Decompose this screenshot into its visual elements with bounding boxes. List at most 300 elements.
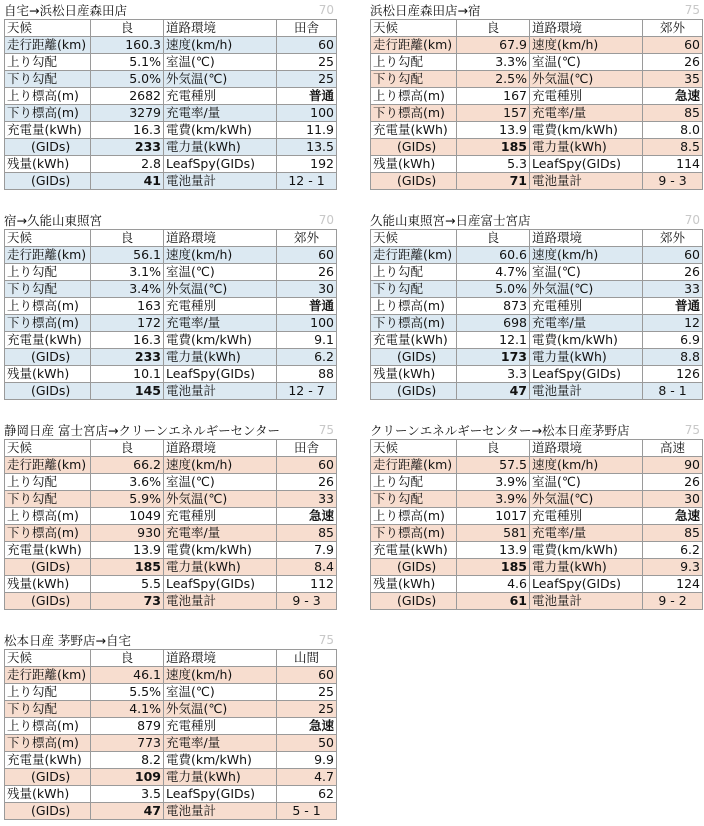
row-label-charge_type: 充電種別	[164, 508, 277, 525]
row-label-room_temp: 室温(℃)	[164, 684, 277, 701]
row-label-out_temp: 外気温(℃)	[164, 281, 277, 298]
value-charge_gids: 233	[91, 139, 164, 156]
value-efficiency: 9.9	[277, 752, 337, 769]
row-label-distance: 走行距離(km)	[371, 37, 457, 54]
row-label-efficiency: 電費(km/kWh)	[164, 332, 277, 349]
table-row	[5, 735, 337, 752]
row-label-power: 電力量(kWh)	[164, 769, 277, 786]
row-label-distance: 走行距離(km)	[5, 457, 91, 474]
row-label-up_elev: 上り標高(m)	[5, 508, 91, 525]
route-title: 松本日産 茅野店→自宅	[4, 633, 131, 648]
value-remain_kwh: 5.3	[457, 156, 530, 173]
row-label-power: 電力量(kWh)	[164, 349, 277, 366]
value-remain_kwh: 10.1	[91, 366, 164, 383]
table-row	[5, 366, 337, 383]
row-label-leafspy: LeafSpy(GIDs)	[164, 366, 277, 383]
row-label-weather: 天候	[371, 230, 457, 247]
value-charge_kwh: 13.9	[91, 542, 164, 559]
row-label-up_grade: 上り勾配	[371, 474, 457, 491]
row-label-speed: 速度(km/h)	[164, 247, 277, 264]
value-down_elev: 581	[457, 525, 530, 542]
value-charge_type: 普通	[277, 298, 337, 315]
row-label-distance: 走行距離(km)	[371, 247, 457, 264]
table-row	[5, 457, 337, 474]
table-row	[371, 383, 703, 400]
table-row	[5, 474, 337, 491]
table-row	[371, 54, 703, 71]
value-charge_rate: 12	[643, 315, 703, 332]
value-down_elev: 172	[91, 315, 164, 332]
table-row	[5, 383, 337, 400]
value-power: 8.4	[277, 559, 337, 576]
row-label-charge_rate: 充電率/量	[530, 315, 643, 332]
table-row	[5, 139, 337, 156]
row-label-out_temp: 外気温(℃)	[530, 281, 643, 298]
row-label-distance: 走行距離(km)	[371, 457, 457, 474]
value-meter: 8 - 1	[643, 383, 703, 400]
card-title	[370, 422, 702, 439]
table-row	[5, 803, 337, 820]
row-label-room_temp: 室温(℃)	[164, 474, 277, 491]
value-charge_gids: 173	[457, 349, 530, 366]
row-label-charge_rate: 充電率/量	[530, 525, 643, 542]
value-leafspy: 124	[643, 576, 703, 593]
value-up_grade: 5.1%	[91, 54, 164, 71]
table-row	[5, 173, 337, 190]
value-room_temp: 26	[643, 264, 703, 281]
value-efficiency: 9.1	[277, 332, 337, 349]
value-remain_gids: 71	[457, 173, 530, 190]
row-label-meter: 電池量計	[164, 173, 277, 190]
value-speed: 60	[277, 457, 337, 474]
value-up_elev: 1049	[91, 508, 164, 525]
table-row	[371, 105, 703, 122]
row-label-leafspy: LeafSpy(GIDs)	[164, 786, 277, 803]
table-row	[371, 559, 703, 576]
value-leafspy: 88	[277, 366, 337, 383]
row-label-room_temp: 室温(℃)	[530, 264, 643, 281]
table-row	[371, 88, 703, 105]
row-label-up_elev: 上り標高(m)	[371, 508, 457, 525]
row-label-meter: 電池量計	[530, 593, 643, 610]
value-charge_type: 普通	[643, 298, 703, 315]
trip-table	[4, 649, 337, 820]
value-leafspy: 62	[277, 786, 337, 803]
row-label-speed: 速度(km/h)	[164, 457, 277, 474]
row-label-down_grade: 下り勾配	[5, 71, 91, 88]
card-title	[4, 212, 336, 229]
value-down_grade: 5.0%	[457, 281, 530, 298]
row-label-efficiency: 電費(km/kWh)	[530, 542, 643, 559]
value-distance: 46.1	[91, 667, 164, 684]
table-row	[371, 576, 703, 593]
table-row	[5, 230, 337, 247]
value-up_elev: 873	[457, 298, 530, 315]
row-label-up_grade: 上り勾配	[5, 684, 91, 701]
card-title	[4, 632, 336, 649]
card-title	[370, 212, 702, 229]
row-label-remain_kwh: 残量(kWh)	[5, 576, 91, 593]
trip-card	[4, 632, 336, 820]
row-label-charge_kwh: 充電量(kWh)	[371, 542, 457, 559]
row-label-charge_type: 充電種別	[530, 88, 643, 105]
row-label-gids: (GIDs)	[5, 383, 91, 400]
value-room_temp: 26	[277, 474, 337, 491]
value-weather: 良	[91, 440, 164, 457]
table-row	[371, 247, 703, 264]
table-row	[371, 491, 703, 508]
route-title: 浜松日産森田店→宿	[370, 3, 481, 18]
table-row	[371, 508, 703, 525]
row-label-distance: 走行距離(km)	[5, 37, 91, 54]
row-label-charge_kwh: 充電量(kWh)	[5, 752, 91, 769]
value-room_temp: 25	[277, 684, 337, 701]
row-label-out_temp: 外気温(℃)	[164, 701, 277, 718]
row-label-charge_rate: 充電率/量	[164, 525, 277, 542]
trip-table	[4, 439, 337, 610]
value-down_grade: 4.1%	[91, 701, 164, 718]
table-row	[371, 139, 703, 156]
value-remain_gids: 61	[457, 593, 530, 610]
value-efficiency: 7.9	[277, 542, 337, 559]
value-charge_rate: 100	[277, 105, 337, 122]
row-label-down_elev: 下り標高(m)	[5, 735, 91, 752]
row-label-charge_type: 充電種別	[164, 718, 277, 735]
table-row	[371, 71, 703, 88]
route-title: クリーンエネルギーセンター→松本日産茅野店	[370, 423, 630, 438]
value-leafspy: 126	[643, 366, 703, 383]
trip-table	[370, 439, 703, 610]
row-label-charge_type: 充電種別	[164, 88, 277, 105]
row-label-efficiency: 電費(km/kWh)	[164, 752, 277, 769]
table-row	[5, 71, 337, 88]
row-label-out_temp: 外気温(℃)	[530, 71, 643, 88]
value-down_grade: 5.0%	[91, 71, 164, 88]
table-row	[371, 315, 703, 332]
value-speed: 60	[277, 37, 337, 54]
table-row	[371, 440, 703, 457]
row-label-charge_type: 充電種別	[164, 298, 277, 315]
row-label-weather: 天候	[5, 440, 91, 457]
table-row	[5, 281, 337, 298]
value-road: 山間	[277, 650, 337, 667]
value-charge_rate: 50	[277, 735, 337, 752]
value-efficiency: 11.9	[277, 122, 337, 139]
row-label-power: 電力量(kWh)	[164, 139, 277, 156]
value-efficiency: 6.2	[643, 542, 703, 559]
value-power: 8.5	[643, 139, 703, 156]
value-down_elev: 3279	[91, 105, 164, 122]
trip-card	[4, 2, 336, 190]
row-label-charge_kwh: 充電量(kWh)	[5, 332, 91, 349]
value-meter: 5 - 1	[277, 803, 337, 820]
card-title	[4, 2, 336, 19]
row-label-up_elev: 上り標高(m)	[371, 298, 457, 315]
row-label-remain_kwh: 残量(kWh)	[371, 156, 457, 173]
table-row	[371, 281, 703, 298]
table-row	[5, 701, 337, 718]
value-remain_gids: 41	[91, 173, 164, 190]
row-label-up_grade: 上り勾配	[5, 54, 91, 71]
value-remain_gids: 47	[91, 803, 164, 820]
value-speed: 90	[643, 457, 703, 474]
row-label-road: 道路環境	[530, 20, 643, 37]
value-distance: 67.9	[457, 37, 530, 54]
row-label-remain_kwh: 残量(kWh)	[5, 366, 91, 383]
value-power: 13.5	[277, 139, 337, 156]
row-label-charge_rate: 充電率/量	[164, 735, 277, 752]
value-out_temp: 25	[277, 701, 337, 718]
row-label-weather: 天候	[5, 20, 91, 37]
row-label-down_grade: 下り勾配	[371, 491, 457, 508]
value-out_temp: 35	[643, 71, 703, 88]
row-label-charge_rate: 充電率/量	[530, 105, 643, 122]
row-label-speed: 速度(km/h)	[530, 37, 643, 54]
row-label-charge_type: 充電種別	[530, 508, 643, 525]
row-label-up_grade: 上り勾配	[5, 264, 91, 281]
value-down_elev: 698	[457, 315, 530, 332]
row-label-road: 道路環境	[530, 440, 643, 457]
row-label-out_temp: 外気温(℃)	[164, 491, 277, 508]
table-row	[5, 54, 337, 71]
value-up_elev: 879	[91, 718, 164, 735]
value-up_elev: 163	[91, 298, 164, 315]
row-label-gids: (GIDs)	[5, 593, 91, 610]
value-down_grade: 2.5%	[457, 71, 530, 88]
row-label-down_grade: 下り勾配	[5, 491, 91, 508]
row-label-road: 道路環境	[164, 440, 277, 457]
value-road: 高速	[643, 440, 703, 457]
trip-table	[370, 229, 703, 400]
value-meter: 9 - 3	[643, 173, 703, 190]
value-charge_kwh: 16.3	[91, 332, 164, 349]
card-title	[370, 2, 702, 19]
value-charge_rate: 100	[277, 315, 337, 332]
trip-card	[4, 212, 336, 400]
value-up_elev: 1017	[457, 508, 530, 525]
row-label-room_temp: 室温(℃)	[164, 264, 277, 281]
card-number: 75	[684, 3, 700, 17]
row-label-distance: 走行距離(km)	[5, 667, 91, 684]
card-number: 70	[318, 213, 334, 227]
row-label-up_grade: 上り勾配	[371, 264, 457, 281]
value-weather: 良	[457, 440, 530, 457]
table-row	[5, 525, 337, 542]
value-out_temp: 30	[643, 491, 703, 508]
route-title: 宿→久能山東照宮	[4, 213, 102, 228]
table-row	[5, 264, 337, 281]
value-charge_kwh: 13.9	[457, 122, 530, 139]
table-row	[5, 349, 337, 366]
value-leafspy: 192	[277, 156, 337, 173]
value-speed: 60	[643, 37, 703, 54]
value-charge_kwh: 8.2	[91, 752, 164, 769]
value-charge_gids: 185	[457, 139, 530, 156]
value-remain_gids: 47	[457, 383, 530, 400]
table-row	[5, 332, 337, 349]
table-row	[5, 508, 337, 525]
value-remain_kwh: 3.3	[457, 366, 530, 383]
table-row	[5, 105, 337, 122]
row-label-meter: 電池量計	[530, 383, 643, 400]
value-road: 田舎	[277, 440, 337, 457]
value-meter: 12 - 7	[277, 383, 337, 400]
table-row	[5, 542, 337, 559]
row-label-up_grade: 上り勾配	[5, 474, 91, 491]
route-title: 久能山東照宮→日産富士宮店	[370, 213, 531, 228]
value-remain_kwh: 3.5	[91, 786, 164, 803]
card-number: 75	[318, 423, 334, 437]
value-meter: 12 - 1	[277, 173, 337, 190]
row-label-speed: 速度(km/h)	[530, 247, 643, 264]
value-down_grade: 5.9%	[91, 491, 164, 508]
value-speed: 60	[277, 667, 337, 684]
row-label-room_temp: 室温(℃)	[530, 54, 643, 71]
value-charge_kwh: 13.9	[457, 542, 530, 559]
value-distance: 57.5	[457, 457, 530, 474]
value-charge_type: 急速	[277, 718, 337, 735]
value-road: 郊外	[643, 230, 703, 247]
table-row	[5, 576, 337, 593]
table-row	[371, 20, 703, 37]
row-label-meter: 電池量計	[164, 383, 277, 400]
table-row	[5, 786, 337, 803]
row-label-meter: 電池量計	[530, 173, 643, 190]
value-down_grade: 3.4%	[91, 281, 164, 298]
row-label-charge_rate: 充電率/量	[164, 105, 277, 122]
value-weather: 良	[457, 230, 530, 247]
row-label-speed: 速度(km/h)	[530, 457, 643, 474]
row-label-gids: (GIDs)	[371, 139, 457, 156]
table-row	[371, 156, 703, 173]
row-label-road: 道路環境	[164, 650, 277, 667]
table-row	[371, 298, 703, 315]
value-efficiency: 6.9	[643, 332, 703, 349]
row-label-down_elev: 下り標高(m)	[5, 105, 91, 122]
trip-card	[4, 422, 336, 610]
value-out_temp: 30	[277, 281, 337, 298]
trip-table	[4, 229, 337, 400]
route-title: 静岡日産 富士宮店→クリーンエネルギーセンター	[4, 423, 280, 438]
value-charge_rate: 85	[643, 525, 703, 542]
row-label-gids: (GIDs)	[371, 593, 457, 610]
row-label-charge_type: 充電種別	[530, 298, 643, 315]
row-label-down_elev: 下り標高(m)	[371, 525, 457, 542]
row-label-down_grade: 下り勾配	[371, 281, 457, 298]
table-row	[371, 230, 703, 247]
value-power: 6.2	[277, 349, 337, 366]
table-row	[371, 542, 703, 559]
value-charge_gids: 109	[91, 769, 164, 786]
row-label-meter: 電池量計	[164, 803, 277, 820]
table-row	[371, 264, 703, 281]
table-row	[5, 315, 337, 332]
row-label-leafspy: LeafSpy(GIDs)	[530, 366, 643, 383]
row-label-power: 電力量(kWh)	[164, 559, 277, 576]
row-label-gids: (GIDs)	[5, 769, 91, 786]
trip-card	[370, 212, 702, 400]
value-room_temp: 25	[277, 54, 337, 71]
row-label-efficiency: 電費(km/kWh)	[530, 332, 643, 349]
row-label-leafspy: LeafSpy(GIDs)	[530, 156, 643, 173]
table-row	[5, 247, 337, 264]
row-label-gids: (GIDs)	[371, 383, 457, 400]
value-up_grade: 4.7%	[457, 264, 530, 281]
row-label-speed: 速度(km/h)	[164, 667, 277, 684]
row-label-gids: (GIDs)	[5, 173, 91, 190]
row-label-room_temp: 室温(℃)	[530, 474, 643, 491]
value-charge_gids: 185	[91, 559, 164, 576]
row-label-weather: 天候	[371, 20, 457, 37]
row-label-power: 電力量(kWh)	[530, 559, 643, 576]
row-label-out_temp: 外気温(℃)	[530, 491, 643, 508]
value-down_elev: 773	[91, 735, 164, 752]
value-charge_type: 普通	[277, 88, 337, 105]
value-distance: 60.6	[457, 247, 530, 264]
table-row	[5, 752, 337, 769]
table-row	[5, 718, 337, 735]
row-label-out_temp: 外気温(℃)	[164, 71, 277, 88]
row-label-up_elev: 上り標高(m)	[371, 88, 457, 105]
value-charge_kwh: 16.3	[91, 122, 164, 139]
card-number: 75	[684, 423, 700, 437]
row-label-down_grade: 下り勾配	[371, 71, 457, 88]
table-row	[5, 593, 337, 610]
table-row	[5, 88, 337, 105]
row-label-gids: (GIDs)	[5, 139, 91, 156]
card-number: 70	[684, 213, 700, 227]
table-row	[371, 593, 703, 610]
table-row	[371, 457, 703, 474]
table-row	[5, 559, 337, 576]
value-meter: 9 - 3	[277, 593, 337, 610]
trip-card	[370, 2, 702, 190]
row-label-gids: (GIDs)	[371, 349, 457, 366]
value-power: 4.7	[277, 769, 337, 786]
row-label-charge_kwh: 充電量(kWh)	[5, 542, 91, 559]
value-efficiency: 8.0	[643, 122, 703, 139]
value-weather: 良	[91, 20, 164, 37]
row-label-leafspy: LeafSpy(GIDs)	[164, 576, 277, 593]
table-row	[5, 440, 337, 457]
row-label-charge_kwh: 充電量(kWh)	[371, 122, 457, 139]
value-down_elev: 930	[91, 525, 164, 542]
table-row	[371, 122, 703, 139]
row-label-road: 道路環境	[164, 230, 277, 247]
row-label-weather: 天候	[371, 440, 457, 457]
row-label-power: 電力量(kWh)	[530, 139, 643, 156]
table-row	[5, 769, 337, 786]
row-label-up_grade: 上り勾配	[371, 54, 457, 71]
row-label-up_elev: 上り標高(m)	[5, 718, 91, 735]
row-label-gids: (GIDs)	[371, 559, 457, 576]
table-row	[5, 156, 337, 173]
row-label-weather: 天候	[5, 230, 91, 247]
table-row	[371, 349, 703, 366]
table-row	[5, 667, 337, 684]
value-charge_rate: 85	[277, 525, 337, 542]
value-remain_kwh: 2.8	[91, 156, 164, 173]
row-label-down_grade: 下り勾配	[5, 281, 91, 298]
trip-card	[370, 422, 702, 610]
card-title	[4, 422, 336, 439]
value-remain_gids: 145	[91, 383, 164, 400]
table-row	[371, 332, 703, 349]
row-label-down_elev: 下り標高(m)	[5, 525, 91, 542]
row-label-down_elev: 下り標高(m)	[371, 105, 457, 122]
row-label-road: 道路環境	[164, 20, 277, 37]
value-remain_gids: 73	[91, 593, 164, 610]
